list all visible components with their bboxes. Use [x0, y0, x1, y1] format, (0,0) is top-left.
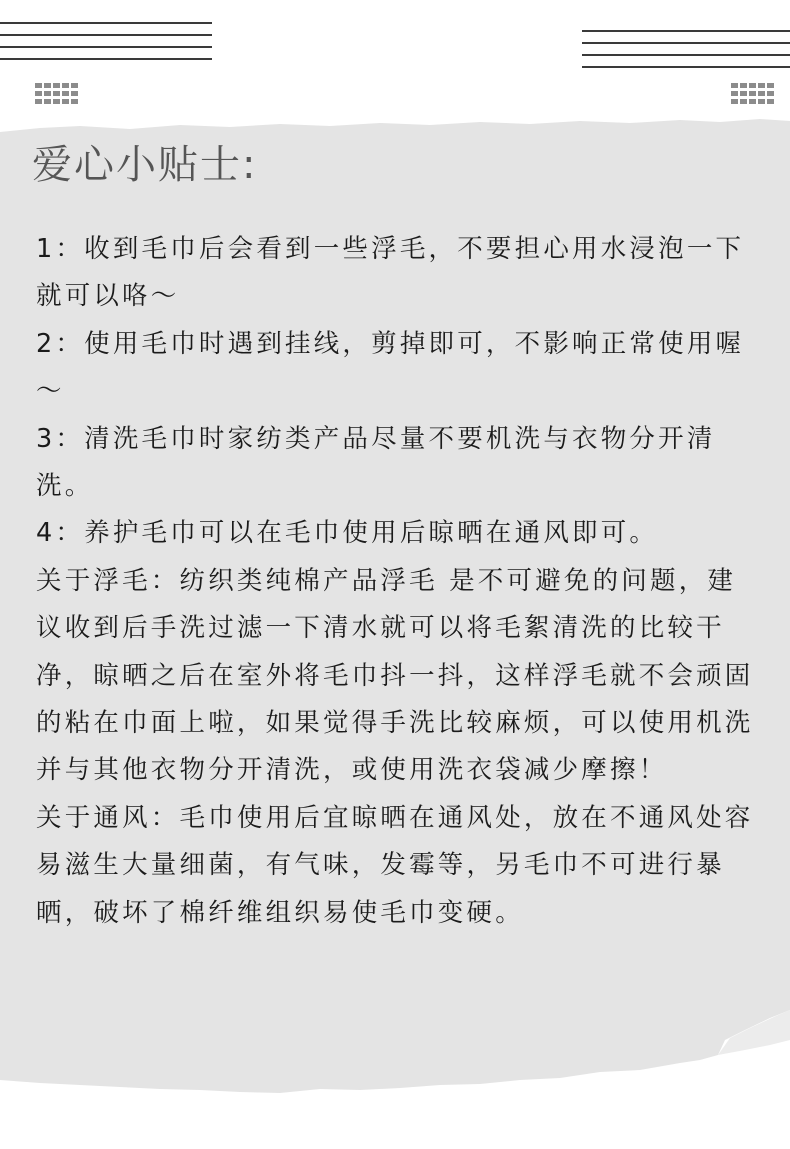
tip-paragraph: 1：收到毛巾后会看到一些浮毛，不要担心用水浸泡一下就可以咯～ [36, 234, 745, 312]
decorative-line [582, 66, 790, 68]
tip-paragraph: 2：使用毛巾时遇到挂线，剪掉即可，不影响正常使用喔～ [36, 328, 745, 407]
grid-dots-icon [731, 83, 777, 105]
page-title: 爱心小贴士: [32, 142, 258, 188]
grid-dots-icon [35, 83, 81, 105]
tips-content [36, 226, 756, 937]
decorative-line [0, 34, 212, 36]
decorative-lines-left [0, 22, 212, 70]
decorative-line [582, 30, 790, 32]
decorative-line [582, 54, 790, 56]
tip-paragraph: 3：清洗毛巾时家纺类产品尽量不要机洗与衣物分开清洗。 [36, 423, 716, 502]
decorative-lines-right [582, 30, 790, 78]
tip-paragraph: 4：养护毛巾可以在毛巾使用后晾晒在通风即可。 [36, 518, 659, 549]
decorative-line [0, 58, 212, 60]
decorative-line [0, 22, 212, 24]
tip-paragraph: 关于通风：毛巾使用后宜晾晒在通风处，放在不通风处容易滋生大量细菌，有气味，发霉等，另毛巾不可进行暴晒，破坏了棉纤维组织易使毛巾变硬。 [36, 802, 754, 928]
tip-paragraph: 关于浮毛：纺织类纯棉产品浮毛 是不可避免的问题，建议收到后手洗过滤一下清水就可以将毛絮清洗的比较干净，晾晒之后在室外将毛巾抖一抖，这样浮毛就不会顽固的粘在巾面上啦，如果觉得手洗比较麻烦，可以使用机洗并与其他衣物分开清洗，或使用洗衣袋减少摩擦！ [36, 565, 754, 786]
decorative-line [0, 46, 212, 48]
decorative-line [582, 42, 790, 44]
